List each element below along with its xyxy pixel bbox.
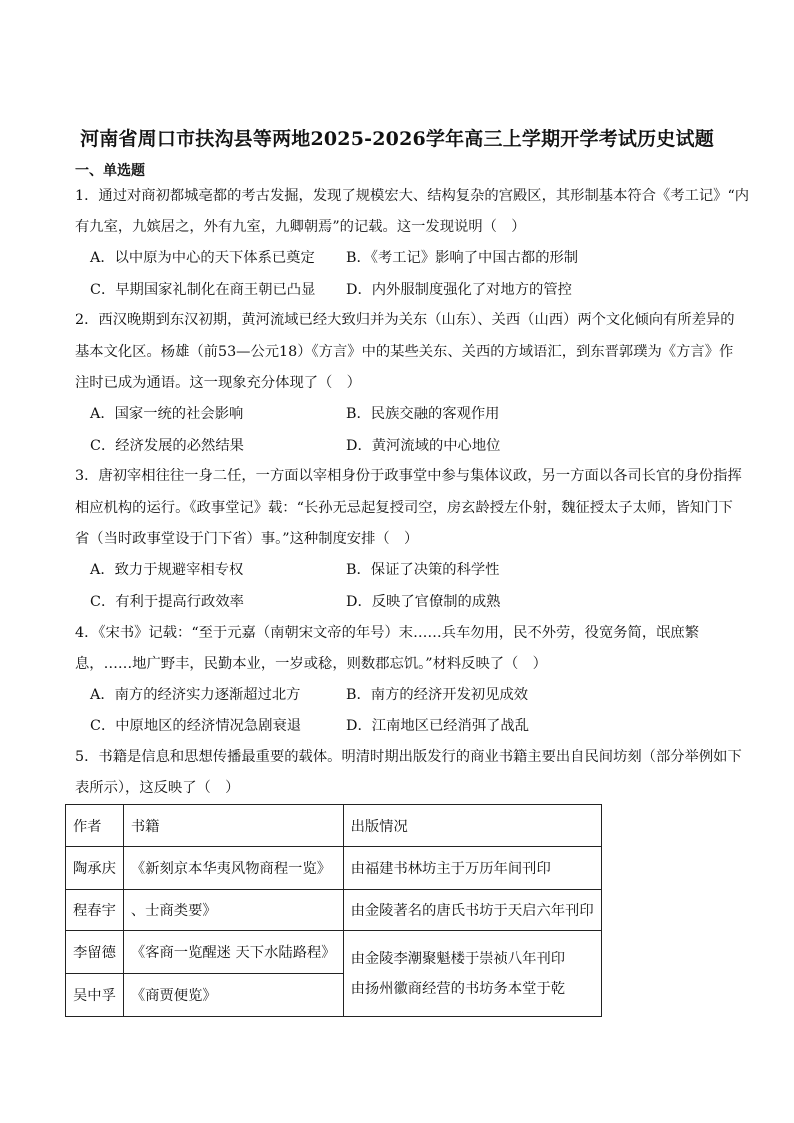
books-table [65, 804, 602, 1017]
cell-book: 、士商类要》 [123, 890, 343, 931]
question-3-option-d: D．反映了官僚制的成熟 [346, 594, 501, 610]
question-2-option-a: A．国家一统的社会影响 [90, 406, 244, 422]
question-4-line-2: 息，……地广野丰，民勤本业，一岁或稔，则数郡忘饥。”材料反映了（ ） [75, 656, 547, 672]
cell-publication-merged [343, 931, 601, 1017]
page-title: 河南省周口市扶沟县等两地2025-2026学年高三上学期开学考试历史试题 [80, 128, 714, 150]
cell-author: 程春宇 [66, 890, 124, 931]
table-row [66, 847, 602, 890]
question-4-option-a: A．南方的经济实力逐渐超过北方 [90, 687, 301, 703]
cell-book: 《商贾便览》 [123, 974, 343, 1017]
cell-book: 《新刻京本华夷风物商程一览》 [123, 847, 343, 890]
question-3-option-b: B．保证了决策的科学性 [346, 562, 500, 578]
question-1-option-b: B．《考工记》影响了中国古都的形制 [346, 250, 579, 266]
question-3-option-c: C．有利于提高行政效率 [90, 594, 244, 610]
question-1-option-a: A．以中原为中心的天下体系已奠定 [90, 250, 315, 266]
question-5-line-2: 表所示），这反映了（ ） [75, 780, 240, 796]
question-2-option-b: B．民族交融的客观作用 [346, 406, 500, 422]
question-1-line-2: 有九室，九嫔居之，外有九室，九卿朝焉”的记载。这一发现说明（ ） [75, 219, 526, 235]
question-4-option-c: C．中原地区的经济情况急剧衰退 [90, 718, 302, 734]
cell-book: 《客商一览醒迷 天下水陆路程》 [123, 931, 343, 974]
question-4-line-1: 4．《宋书》记载：“至于元嘉（南朝宋文帝的年号）末……兵车勿用，民不外劳，役宽务简，氓庶繁 [75, 625, 700, 641]
cell-author: 吴中孚 [66, 974, 124, 1017]
question-3-line-2: 相应机构的运行。《政事堂记》载：“长孙无忌起复授司空，房玄龄授左仆射，魏征授太子太师，皆知门下 [75, 500, 733, 516]
question-2-line-1: 2．西汉晚期到东汉初期，黄河流域已经大致归并为关东（山东）、关西（山西）两个文化倾向有所差异的 [75, 312, 735, 328]
question-4-option-b: B．南方的经济开发初见成效 [346, 687, 529, 703]
question-5-line-1: 5．书籍是信息和思想传播最重要的载体。明清时期出版发行的商业书籍主要出自民间坊刻（部分举例如下 [75, 749, 742, 765]
section-heading: 一、单选题 [75, 163, 145, 179]
header-publication: 出版情况 [343, 805, 601, 847]
question-1-option-c: C．早期国家礼制化在商王朝已凸显 [90, 282, 316, 298]
question-4-option-d: D．江南地区已经消弭了战乱 [346, 718, 530, 734]
table-header-row [66, 805, 602, 847]
question-1-option-d: D．内外服制度强化了对地方的管控 [346, 282, 572, 298]
question-2-option-c: C．经济发展的必然结果 [90, 438, 244, 454]
cell-publication: 由扬州徽商经营的书坊务本堂于乾 [350, 980, 566, 997]
table-row [66, 931, 602, 974]
question-2-line-2: 基本文化区。杨雄（前53—公元18）《方言》中的某些关东、关西的方域语汇，到东晋郭璞为《方言》作 [75, 344, 734, 360]
question-1-line-1: 1．通过对商初都城亳都的考古发掘，发现了规模宏大、结构复杂的宫殿区，其形制基本符合《考工记》“内 [75, 188, 750, 204]
question-3-option-a: A．致力于规避宰相专权 [90, 562, 244, 578]
header-author: 作者 [66, 805, 124, 847]
question-2-option-d: D．黄河流域的中心地位 [346, 438, 501, 454]
table-row [66, 890, 602, 931]
cell-publication: 由金陵李潮聚魁楼于崇祯八年刊印 [350, 950, 566, 967]
cell-publication: 由福建书林坊主于万历年间刊印 [343, 847, 601, 890]
question-3-line-3: 省（当时政事堂设于门下省）事。”这种制度安排（ ） [75, 531, 419, 547]
cell-author: 陶承庆 [66, 847, 124, 890]
header-book: 书籍 [123, 805, 343, 847]
cell-publication: 由金陵著名的唐氏书坊于天启六年刊印 [343, 890, 601, 931]
question-3-line-1: 3．唐初宰相往往一身二任，一方面以宰相身份于政事堂中参与集体议政，另一方面以各司长官的身份指挥 [75, 468, 742, 484]
question-2-line-3: 注时已成为通语。这一现象充分体现了（ ） [75, 375, 361, 391]
cell-author: 李留德 [66, 931, 124, 974]
